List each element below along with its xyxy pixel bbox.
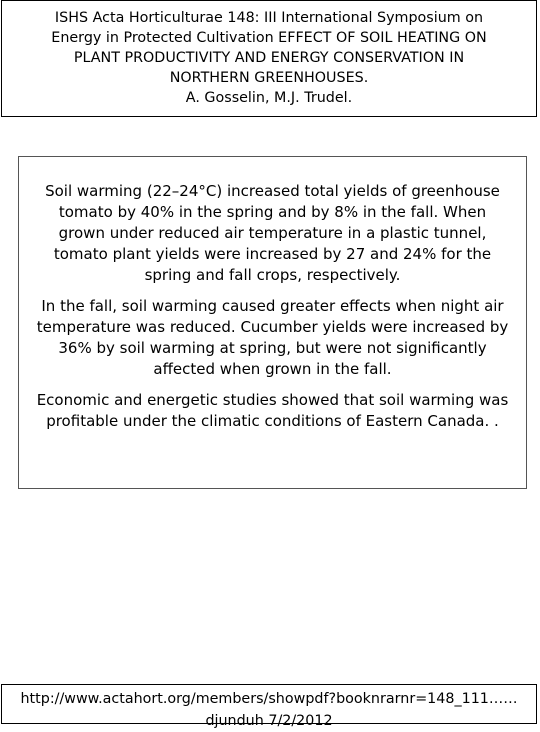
abstract-line: profitable under the climatic conditions of Eastern Canada. . (46, 412, 499, 430)
footer-box (1, 684, 537, 729)
header-line-3: PLANT PRODUCTIVITY AND ENERGY CONSERVATION IN (73, 50, 465, 66)
paragraph-gap (19, 286, 526, 296)
abstract-line: Soil warming (22–24°C) increased total yields of greenhouse (45, 182, 500, 200)
abstract-line: temperature was reduced. Cucumber yields were increased by (36, 318, 509, 336)
abstract-line: Economic and energetic studies showed that soil warming was (36, 391, 509, 409)
header-line-1: ISHS Acta Horticulturae 148: III International Symposium on (54, 10, 484, 26)
abstract-line: affected when grown in the fall. (153, 360, 392, 378)
abstract-line: In the fall, soil warming caused greater effects when night air (41, 297, 504, 315)
header-box (1, 0, 537, 117)
abstract-line: grown under reduced air temperature in a plastic tunnel, (58, 224, 487, 242)
abstract-paragraph-2 (19, 296, 526, 380)
abstract-box (18, 156, 527, 489)
paragraph-gap (19, 380, 526, 390)
abstract-paragraph-3 (19, 390, 526, 432)
header-authors: A. Gosselin, M.J. Trudel. (185, 90, 353, 106)
footer-byline: djunduh 7/2/2012 (205, 713, 333, 729)
abstract-line: 36% by soil warming at spring, but were not significantly (58, 339, 487, 357)
abstract-line: tomato by 40% in the spring and by 8% in the fall. When (58, 203, 487, 221)
header-line-2: Energy in Protected Cultivation EFFECT OF SOIL HEATING ON (51, 30, 487, 46)
source-url-link[interactable]: http://www.actahort.org/members/showpdf?booknrarnr=148_111…… (20, 691, 518, 707)
abstract-line: tomato plant yields were increased by 27 and 24% for the (53, 245, 492, 263)
abstract-line: spring and fall crops, respectively. (144, 266, 401, 284)
abstract-paragraph-1 (19, 181, 526, 286)
header-line-4: NORTHERN GREENHOUSES. (169, 70, 369, 86)
